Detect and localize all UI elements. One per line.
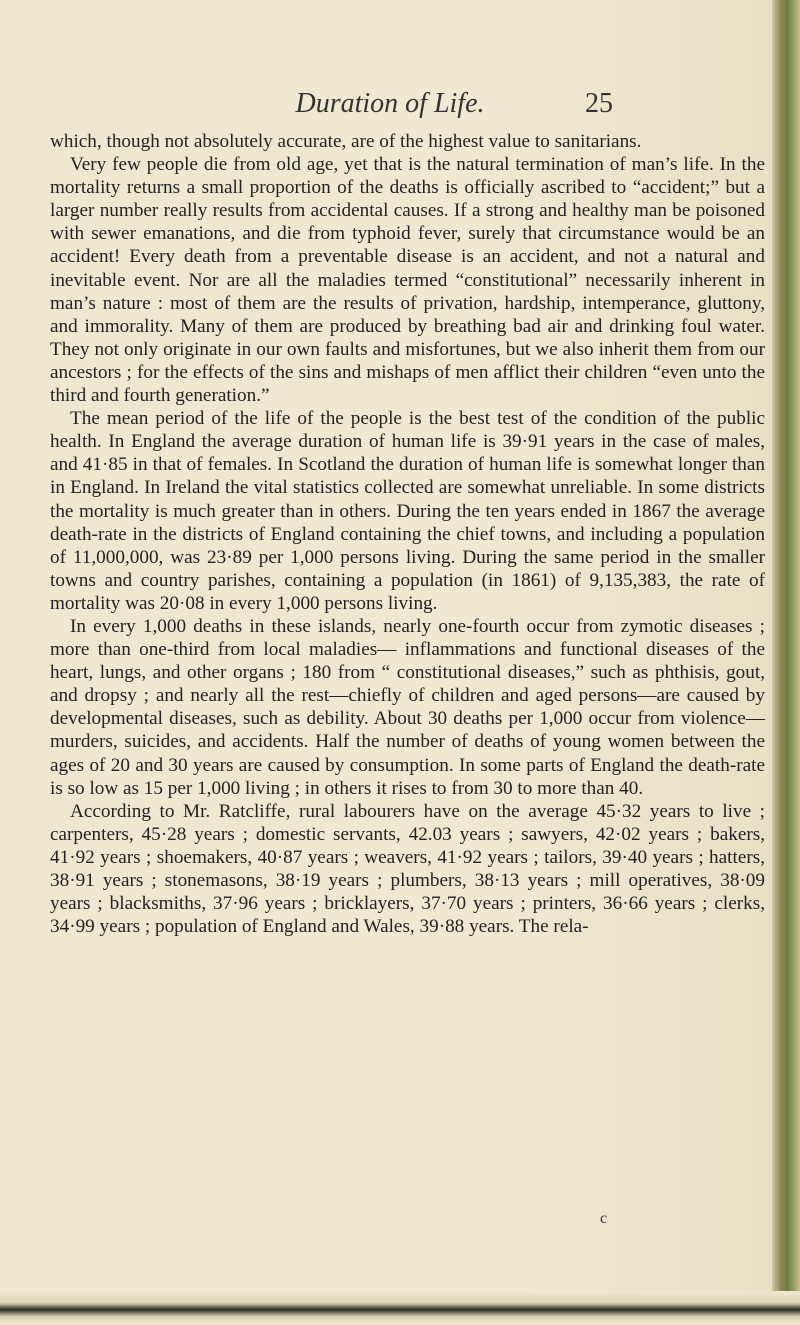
body-text <box>50 130 765 938</box>
paragraph-occupations: According to Mr. Ratcliffe, rural labourers have on the average 45·32 years to live ; carpenters, 45·28 years ; domestic servants, 42.03 years ; sawyers, 42·02 years ; bakers, 41·92 years ; shoemakers, 40·87 years ; weavers, 41·92 years ; tailors, 39·40 years ; hatters, 38·91 years ; stonemasons, 38·19 years ; plumbers, 38·13 years ; mill operatives, 38·09 years ; blacksmiths, 37·96 years ; bricklayers, 37·70 years ; printers, 36·66 years ; clerks, 34·99 years ; population of England and Wales, 39·88 years. The rela- <box>50 800 765 938</box>
page-bottom-edge <box>0 1291 800 1325</box>
paragraph-mean-life: The mean period of the life of the people is the best test of the condition of the public health. In England the average duration of human life is 39·91 years in the case of males, and 41·85 in that of females. In Scotland the duration of human life is somewhat longer than in England. In Ireland the vital statistics collected are somewhat unreliable. In some districts the mortality is much greater than in others. During the ten years ended in 1867 the average death-rate in the districts of England containing the chief towns, and including a population of 11,000,000, was 23·89 per 1,000 persons living. During the same period in the smaller towns and country parishes, containing a population (in 1861) of 9,135,383, the rate of mortality was 20·08 in every 1,000 persons living. <box>50 408 765 614</box>
page-number: 25 <box>585 88 613 119</box>
running-title: Duration of Life. <box>295 88 485 119</box>
page-header <box>0 88 800 122</box>
signature-mark: c <box>600 1210 608 1227</box>
paragraph-deaths-causes: In every 1,000 deaths in these islands, nearly one-fourth occur from zymotic diseases ; more than one-third from local maladies— inflammations and functional diseases of the heart, lungs, and other organs ; 180 from “ constitutional diseases,” such as phthisis, gout, and dropsy ; and nearly all the rest—chiefly of children and aged persons—are caused by developmental diseases, such as debility. About 30 deaths per 1,000 occur from violence—murders, suicides, and accidents. Half the number of deaths of young women between the ages of 20 and 30 years are caused by consumption. In some parts of England the death-rate is so low as 15 per 1,000 living ; in others it rises to from 30 to more than 40. <box>50 615 765 799</box>
book-spine-edge <box>772 0 800 1325</box>
paragraph-continuation: which, though not absolutely accurate, are of the highest value to sanitarians. <box>50 131 642 152</box>
paragraph-old-age: Very few people die from old age, yet that is the natural termination of man’s life. In the mortality returns a small proportion of the deaths is officially ascribed to “accident;” but a larger number really results from accidental causes. If a strong and healthy man be poisoned with sewer emanations, and die from typhoid fever, surely that circumstance would be an accident! Every death from a preventable disease is an accident, and not a natural and inevitable event. Nor are all the maladies termed “constitutional” necessarily inherent in man’s nature : most of them are the results of privation, hardship, intemperance, gluttony, and immorality. Many of them are produced by breathing bad air and drinking foul water. They not only originate in our own faults and misfortunes, but we also inherit them from our ancestors ; for the effects of the sins and mishaps of men afflict their children “even unto the third and fourth generation.” <box>50 154 765 407</box>
